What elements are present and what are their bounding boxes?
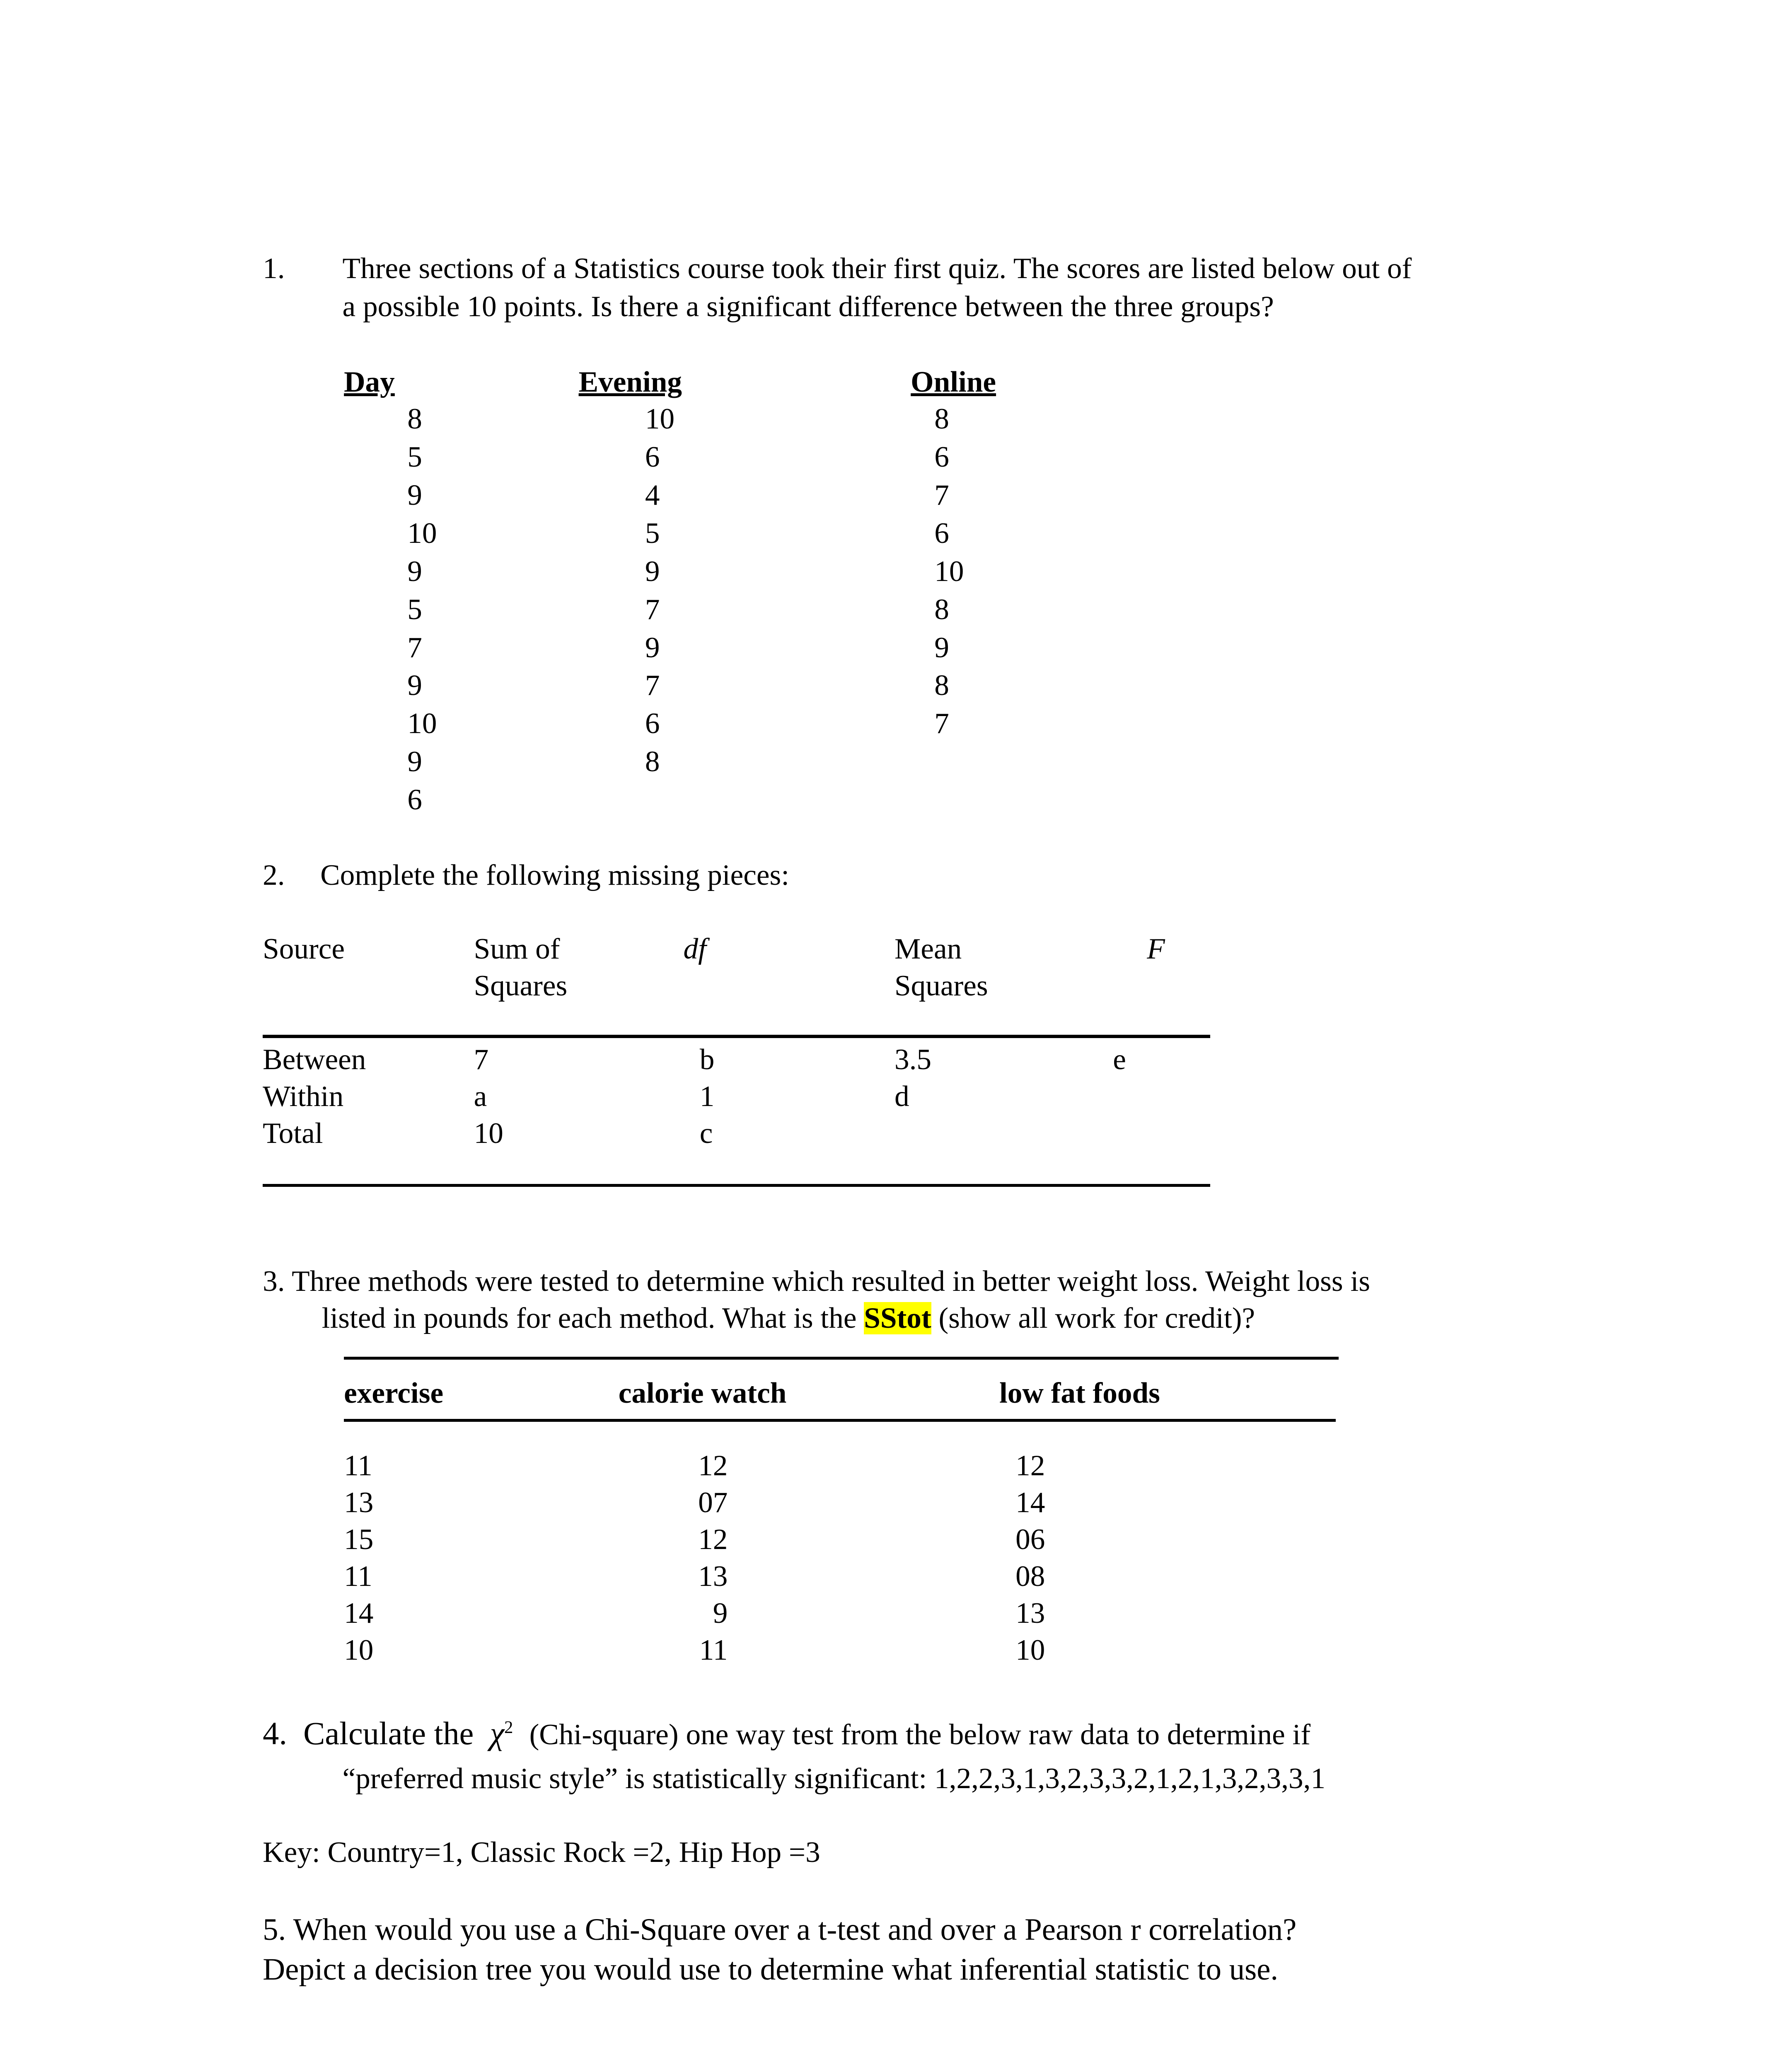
q3-calorie-watch-value: 11 (699, 1634, 728, 1667)
q1-text-line1: Three sections of a Statistics course took their first quiz. The scores are listed below out of (342, 252, 1412, 285)
q2-number: 2. (263, 859, 285, 891)
q3-calorie-watch-value: 9 (713, 1597, 728, 1630)
q2-text: Complete the following missing pieces: (320, 859, 790, 891)
anova-header-ms-line1: Mean (894, 933, 962, 966)
q1-day-score: 5 (407, 441, 422, 473)
q1-online-score: 6 (934, 517, 949, 549)
q4-line1 (263, 1716, 1310, 1753)
q3-low-fat-foods-value: 12 (1015, 1450, 1045, 1482)
q1-online-score: 8 (934, 593, 949, 626)
q3-calorie-watch-value: 12 (698, 1450, 728, 1482)
anova-header-ss-line1: Sum of (474, 933, 560, 966)
q3-low-fat-foods-value: 08 (1015, 1560, 1045, 1593)
anova-cell-df: b (699, 1043, 715, 1076)
sstot-highlight: SStot (864, 1302, 931, 1334)
q1-header-evening: Evening (578, 366, 682, 398)
q4-key: Key: Country=1, Classic Rock =2, Hip Hop =3 (263, 1836, 820, 1869)
q3-exercise-value: 11 (344, 1450, 372, 1482)
anova-header-source: Source (263, 933, 345, 966)
q3-exercise-value: 11 (344, 1560, 372, 1593)
q1-header-online: Online (911, 366, 996, 398)
q1-evening-score: 9 (645, 631, 660, 664)
anova-cell-ss: 7 (474, 1043, 489, 1076)
q4-number: 4. (263, 1715, 287, 1751)
anova-cell-ms: d (894, 1080, 909, 1113)
q1-evening-score: 6 (645, 441, 660, 473)
q1-day-score: 5 (407, 593, 422, 626)
anova-header-df: df (683, 933, 706, 966)
q3-header-low-fat-foods: low fat foods (999, 1377, 1160, 1410)
q3-low-fat-foods-value: 14 (1015, 1486, 1045, 1519)
anova-cell-f: e (1113, 1043, 1126, 1076)
q1-number: 1. (263, 252, 285, 285)
q3-low-fat-foods-value: 06 (1015, 1523, 1045, 1556)
q1-online-score: 8 (934, 403, 949, 436)
anova-cell-source: Within (263, 1080, 344, 1113)
q3-exercise-value: 14 (344, 1597, 374, 1630)
q3-calorie-watch-value: 13 (698, 1560, 728, 1593)
q1-text-line2: a possible 10 points. Is there a significant difference between the three groups? (342, 290, 1274, 323)
q1-evening-score: 6 (645, 707, 660, 740)
anova-top-rule (263, 1035, 1210, 1038)
q3-text-line1: 3. Three methods were tested to determine which resulted in better weight loss. Weight loss is (263, 1265, 1370, 1297)
q1-day-score: 9 (407, 746, 422, 778)
q1-online-score: 9 (934, 631, 949, 664)
q3-table-top-rule (344, 1357, 1339, 1360)
q1-evening-score: 8 (645, 746, 660, 778)
chi-square-symbol: χ (490, 1715, 504, 1751)
q4-line2: “preferred music style” is statistically significant: 1,2,2,3,1,3,2,3,3,2,1,2,1,3,2,3,3,1 (342, 1762, 1326, 1795)
q1-online-score: 10 (934, 555, 964, 588)
q3-table-header-rule (344, 1419, 1336, 1422)
q1-header-day: Day (344, 366, 395, 398)
anova-header-f: F (1147, 933, 1165, 966)
q1-day-score: 10 (407, 517, 437, 549)
q1-online-score: 6 (934, 441, 949, 473)
q5-line2: Depict a decision tree you would use to determine what inferential statistic to use. (263, 1952, 1279, 1987)
q1-day-score: 9 (407, 669, 422, 702)
q1-day-score: 9 (407, 479, 422, 511)
q3-text-line2 (322, 1301, 1255, 1336)
anova-cell-df: 1 (699, 1080, 715, 1113)
q3-exercise-value: 15 (344, 1523, 374, 1556)
anova-header-ss-line2: Squares (474, 970, 568, 1002)
q3-text-pre: listed in pounds for each method. What is the (322, 1302, 864, 1334)
anova-bottom-rule (263, 1184, 1210, 1187)
q1-day-score: 9 (407, 555, 422, 588)
q3-header-calorie-watch: calorie watch (618, 1377, 787, 1410)
anova-cell-ms: 3.5 (894, 1043, 932, 1076)
anova-cell-ss: a (474, 1080, 487, 1113)
anova-header-ms-line2: Squares (894, 970, 988, 1002)
q1-evening-score: 10 (645, 403, 675, 436)
q1-evening-score: 4 (645, 479, 660, 511)
q3-low-fat-foods-value: 13 (1015, 1597, 1045, 1630)
q4-pre: Calculate the (303, 1715, 474, 1751)
q3-calorie-watch-value: 07 (698, 1486, 728, 1519)
q3-text-post: (show all work for credit)? (931, 1302, 1255, 1334)
q1-evening-score: 9 (645, 555, 660, 588)
q3-exercise-value: 10 (344, 1634, 374, 1667)
anova-cell-df: c (699, 1117, 713, 1150)
q4-post: (Chi-square) one way test from the below raw data to determine if (529, 1718, 1311, 1751)
q1-evening-score: 5 (645, 517, 660, 549)
q1-evening-score: 7 (645, 669, 660, 702)
anova-cell-source: Total (263, 1117, 323, 1150)
anova-cell-source: Between (263, 1043, 366, 1076)
q3-calorie-watch-value: 12 (698, 1523, 728, 1556)
q3-low-fat-foods-value: 10 (1015, 1634, 1045, 1667)
q1-online-score: 7 (934, 479, 949, 511)
q1-online-score: 7 (934, 707, 949, 740)
q1-day-score: 10 (407, 707, 437, 740)
q1-evening-score: 7 (645, 593, 660, 626)
q1-day-score: 7 (407, 631, 422, 664)
chi-exponent: 2 (504, 1717, 513, 1737)
q3-header-exercise: exercise (344, 1377, 444, 1410)
q5-line1: 5. When would you use a Chi-Square over a t-test and over a Pearson r correlation? (263, 1912, 1297, 1947)
q1-day-score: 6 (407, 784, 422, 816)
anova-cell-ss: 10 (474, 1117, 503, 1150)
q3-exercise-value: 13 (344, 1486, 374, 1519)
q1-day-score: 8 (407, 403, 422, 436)
q1-online-score: 8 (934, 669, 949, 702)
